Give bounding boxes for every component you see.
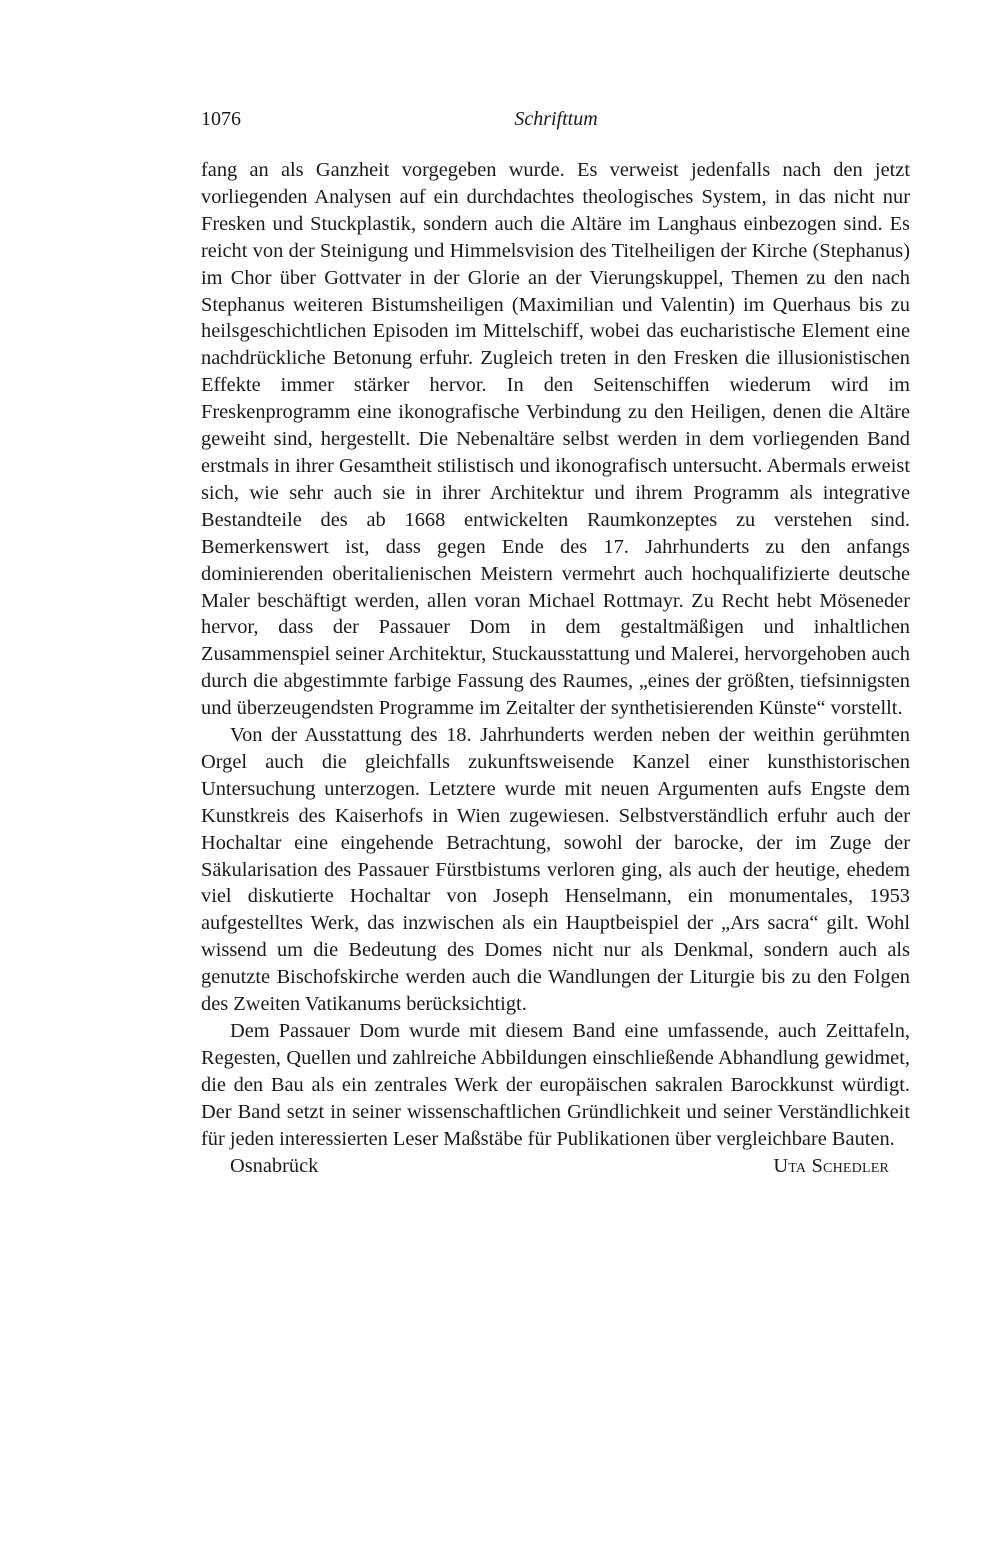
author-name: Uta Schedler <box>773 1154 889 1177</box>
paragraph-continued: fang an als Ganzheit vorgegeben wurde. Es verweist jedenfalls nach den jetzt vorliegenden Analysen auf ein durchdachtes theologisches System, in das nicht nur Fresken und Stuckplastik, sondern auch die Altäre im Langhaus einbezogen sind. Es reicht von der Steinigung und Himmelsvision des Titelheiligen der Kirche (Stephanus) im Chor über Gottvater in der Glorie an der Vierungskuppel, Themen zu den nach Stephanus weiteren Bistumsheiligen (Maximilian und Valentin) im Querhaus bis zu heilsgeschichtlichen Episoden im Mittelschiff, wobei das eucharistische Element eine nachdrückliche Betonung erfuhr. Zugleich treten in den Fresken die illusionistischen Effekte immer stärker hervor. In den Seitenschiffen wiederum wird im Freskenprogramm eine ikonografische Verbindung zu den Heiligen, denen die Altäre geweiht sind, hergestellt. Die Nebenaltäre selbst werden in dem vorliegenden Band erstmals in ihrer Gesamtheit stilistisch und ikonografisch untersucht. Abermals erweist sich, wie sehr auch sie in ihrer Architektur und ihrem Programm als integrative Bestandteile des ab 1668 entwickelten Raumkonzeptes zu verstehen sind. Bemerkenswert ist, dass gegen Ende des 17. Jahrhunderts zu den anfangs dominierenden oberitalienischen Meistern vermehrt auch hochqualifizierte deutsche Maler beschäftigt werden, allen voran Michael Rottmayr. Zu Recht hebt Möseneder hervor, dass der Passauer Dom in dem gestaltmäßigen und inhaltlichen Zusammenspiel seiner Architektur, Stuckausstattung und Malerei, hervorgehoben auch durch die abgestimmte farbige Fassung des Raumes, „eines der größten, tiefsinnigsten und überzeugendsten Programme im Zeitalter der synthetisierenden Künste“ vorstellt. <box>201 159 910 720</box>
place-name: Osnabrück <box>230 1154 319 1177</box>
paragraph-conclusion: Dem Passauer Dom wurde mit diesem Band eine umfassende, auch Zeittafeln, Regesten, Quellen und zahlreiche Abbildungen einschließende Abhandlung gewidmet, die den Bau als ein zentrales Werk der europäischen sakralen Barockkunst würdigt. Der Band setzt in seiner wissenschaftlichen Gründlichkeit und seiner Verständlichkeit für jeden interessierten Leser Maßstäbe für Publikationen über vergleichbare Bauten. <box>201 1020 910 1150</box>
page-number: 1076 <box>201 108 241 130</box>
running-title: Schrifttum <box>514 108 598 130</box>
article-body <box>201 157 910 1180</box>
signature-line <box>201 1153 910 1180</box>
page-header <box>201 108 911 138</box>
paragraph-furnishings: Von der Ausstattung des 18. Jahrhunderts werden neben der weithin gerühmten Orgel auch die gleichfalls zukunftsweisende Kanzel einer kunsthistorischen Untersuchung unterzogen. Letztere wurde mit neuen Argumenten aufs Engste dem Kunstkreis des Kaiserhofs in Wien zugewiesen. Selbstverständlich erfuhr auch der Hochaltar eine eingehende Betrachtung, sowohl der barocke, der im Zuge der Säkularisation des Passauer Fürstbistums verloren ging, als auch der heutige, ehedem viel diskutierte Hochaltar von Joseph Henselmann, ein monumentales, 1953 aufgestelltes Werk, das inzwischen als ein Hauptbeispiel der „Ars sacra“ gilt. Wohl wissend um die Bedeutung des Domes nicht nur als Denkmal, sondern auch als genutzte Bischofskirche werden auch die Wandlungen der Liturgie bis zu den Folgen des Zweiten Vatikanums berücksichtigt. <box>201 724 910 1016</box>
